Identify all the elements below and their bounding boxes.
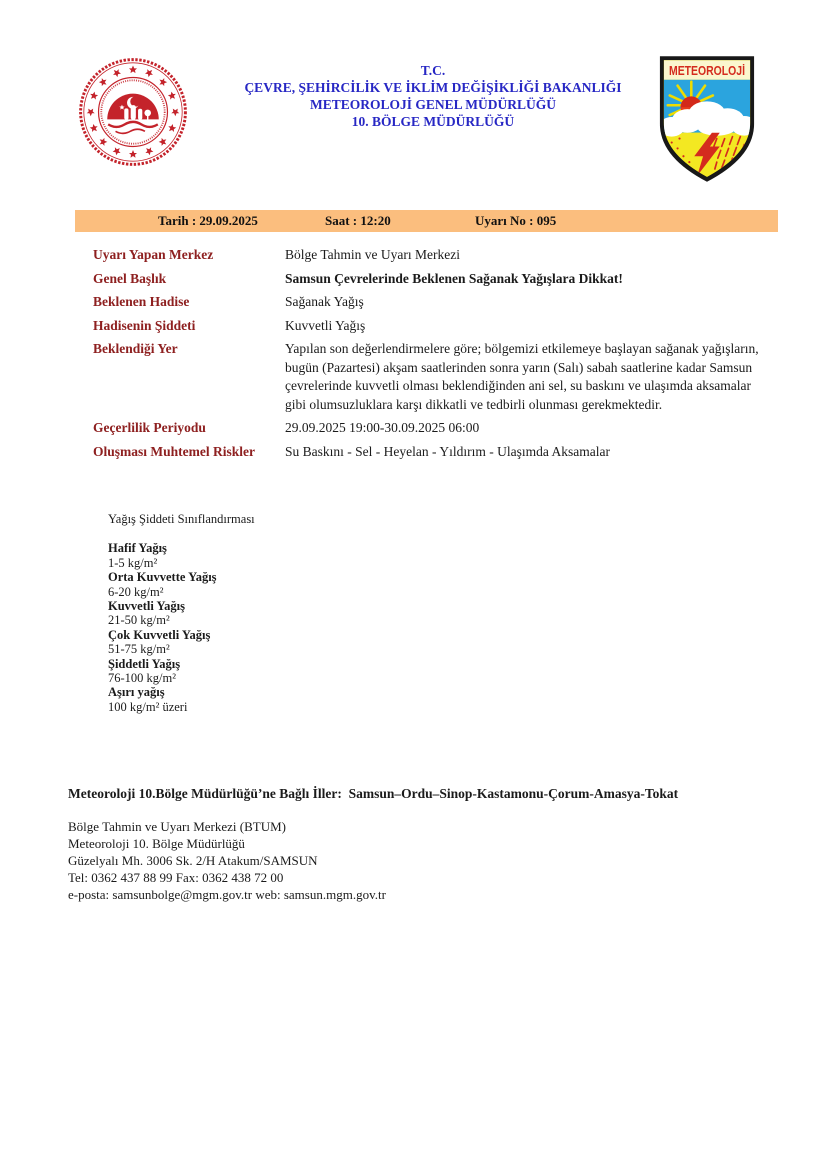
field-value: Sağanak Yağış xyxy=(285,294,364,309)
time-label: Saat : 12:20 xyxy=(325,213,391,228)
field-label: Geçerlilik Periyodu xyxy=(93,420,206,435)
field-value: Su Baskını - Sel - Heyelan - Yıldırım - Ulaşımda Aksamalar xyxy=(285,443,610,459)
classification-item xyxy=(108,570,255,599)
classification-item-name: Orta Kuvvette Yağış xyxy=(108,570,217,585)
field-value: Yapılan son değerlendirmelere göre; bölgemizi etkilemeye başlayan sağanak yağışların, bugün (Pazartesi) akşam saatlerinden sonra yarın (Salı) sabah saatlerine kadar Samsun çevrelerinde kuvvetli olması beklendiğinden ani sel, su baskını ve ulaşımda aksamalar gibi olumsuzluklara karşı dikkatli ve tedbirli olunması gerekmektedir. xyxy=(285,341,759,412)
title-line-ministry: ÇEVRE, ŞEHİRCİLİK VE İKLİM DEĞİŞİKLİĞİ BAKANLIĞI xyxy=(244,80,622,95)
classification-item xyxy=(108,657,255,686)
field-row-possible-risks xyxy=(93,443,759,462)
field-label: Uyarı Yapan Merkez xyxy=(93,247,214,262)
title-line-general-directorate: METEOROLOJİ GENEL MÜDÜRLÜĞÜ xyxy=(309,97,557,112)
warning-number-label: Uyarı No : 095 xyxy=(475,213,557,228)
meteoroloji-logo-text: METEOROLOJİ xyxy=(669,63,745,79)
field-label: Beklendiği Yer xyxy=(93,341,178,356)
field-label: Oluşması Muhtemel Riskler xyxy=(93,443,255,459)
field-value: Samsun Çevrelerinde Beklenen Sağanak Yağışlara Dikkat! xyxy=(285,270,623,286)
contact-line-center: Bölge Tahmin ve Uyarı Merkezi (BTUM) xyxy=(68,819,286,834)
classification-item-range: 1-5 kg/m² xyxy=(108,555,158,570)
classification-item xyxy=(108,599,255,628)
contact-block xyxy=(68,818,386,903)
classification-item-range: 76-100 kg/m² xyxy=(108,671,176,686)
field-row-expected-location xyxy=(93,340,759,414)
classification-heading: Yağış Şiddeti Sınıflandırması xyxy=(108,512,255,526)
field-value: 29.09.2025 19:00-30.09.2025 06:00 xyxy=(285,420,480,435)
classification-item-name: Aşırı yağış xyxy=(108,685,165,700)
contact-line-address: Güzelyalı Mh. 3006 Sk. 2/H Atakum/SAMSUN xyxy=(68,853,318,868)
meteorology-shield-icon xyxy=(656,52,758,184)
meteorology-shield-logo xyxy=(656,52,758,189)
ministry-seal-logo xyxy=(76,52,190,177)
classification-item-range: 100 kg/m² üzeri xyxy=(108,699,188,714)
classification-item xyxy=(108,685,255,714)
contact-line-office: Meteoroloji 10. Bölge Müdürlüğü xyxy=(68,836,245,851)
field-label: Hadisenin Şiddeti xyxy=(93,317,196,333)
field-label: Beklenen Hadise xyxy=(93,294,190,309)
classification-item-name: Çok Kuvvetli Yağış xyxy=(108,627,211,642)
field-row-general-title xyxy=(93,270,759,289)
field-row-issuing-center xyxy=(93,246,759,265)
field-row-validity-period xyxy=(93,419,759,438)
attached-provinces-line: Meteoroloji 10.Bölge Müdürlüğü’ne Bağlı İller: Samsun–Ordu–Sinop-Kastamonu-Çorum-Amasya-Tokat xyxy=(68,786,679,801)
ministry-seal-icon xyxy=(76,52,190,172)
classification-item-name: Hafif Yağış xyxy=(108,541,167,556)
field-label: Genel Başlık xyxy=(93,270,167,286)
classification-item xyxy=(108,541,255,570)
field-row-event-severity xyxy=(93,317,759,336)
classification-item-name: Kuvvetli Yağış xyxy=(108,599,185,614)
classification-item xyxy=(108,628,255,657)
contact-line-phone: Tel: 0362 437 88 99 Fax: 0362 438 72 00 xyxy=(68,870,284,885)
classification-item-range: 21-50 kg/m² xyxy=(108,613,170,628)
title-line-tc: T.C. xyxy=(420,63,446,78)
field-value: Bölge Tahmin ve Uyarı Merkezi xyxy=(285,247,461,262)
classification-item-range: 51-75 kg/m² xyxy=(108,642,170,657)
classification-item-name: Şiddetli Yağış xyxy=(108,656,181,671)
contact-line-email: e-posta: samsunbolge@mgm.gov.tr web: samsun.mgm.gov.tr xyxy=(68,887,386,902)
field-row-expected-event xyxy=(93,293,759,312)
field-value: Kuvvetli Yağış xyxy=(285,317,366,333)
info-bar xyxy=(75,210,778,232)
title-line-regional-directorate: 10. BÖLGE MÜDÜRLÜĞÜ xyxy=(351,114,515,129)
date-label: Tarih : 29.09.2025 xyxy=(158,213,258,228)
rain-intensity-classification xyxy=(108,512,255,714)
classification-item-range: 6-20 kg/m² xyxy=(108,584,164,599)
document-header-title xyxy=(193,62,673,130)
warning-fields xyxy=(93,246,759,466)
